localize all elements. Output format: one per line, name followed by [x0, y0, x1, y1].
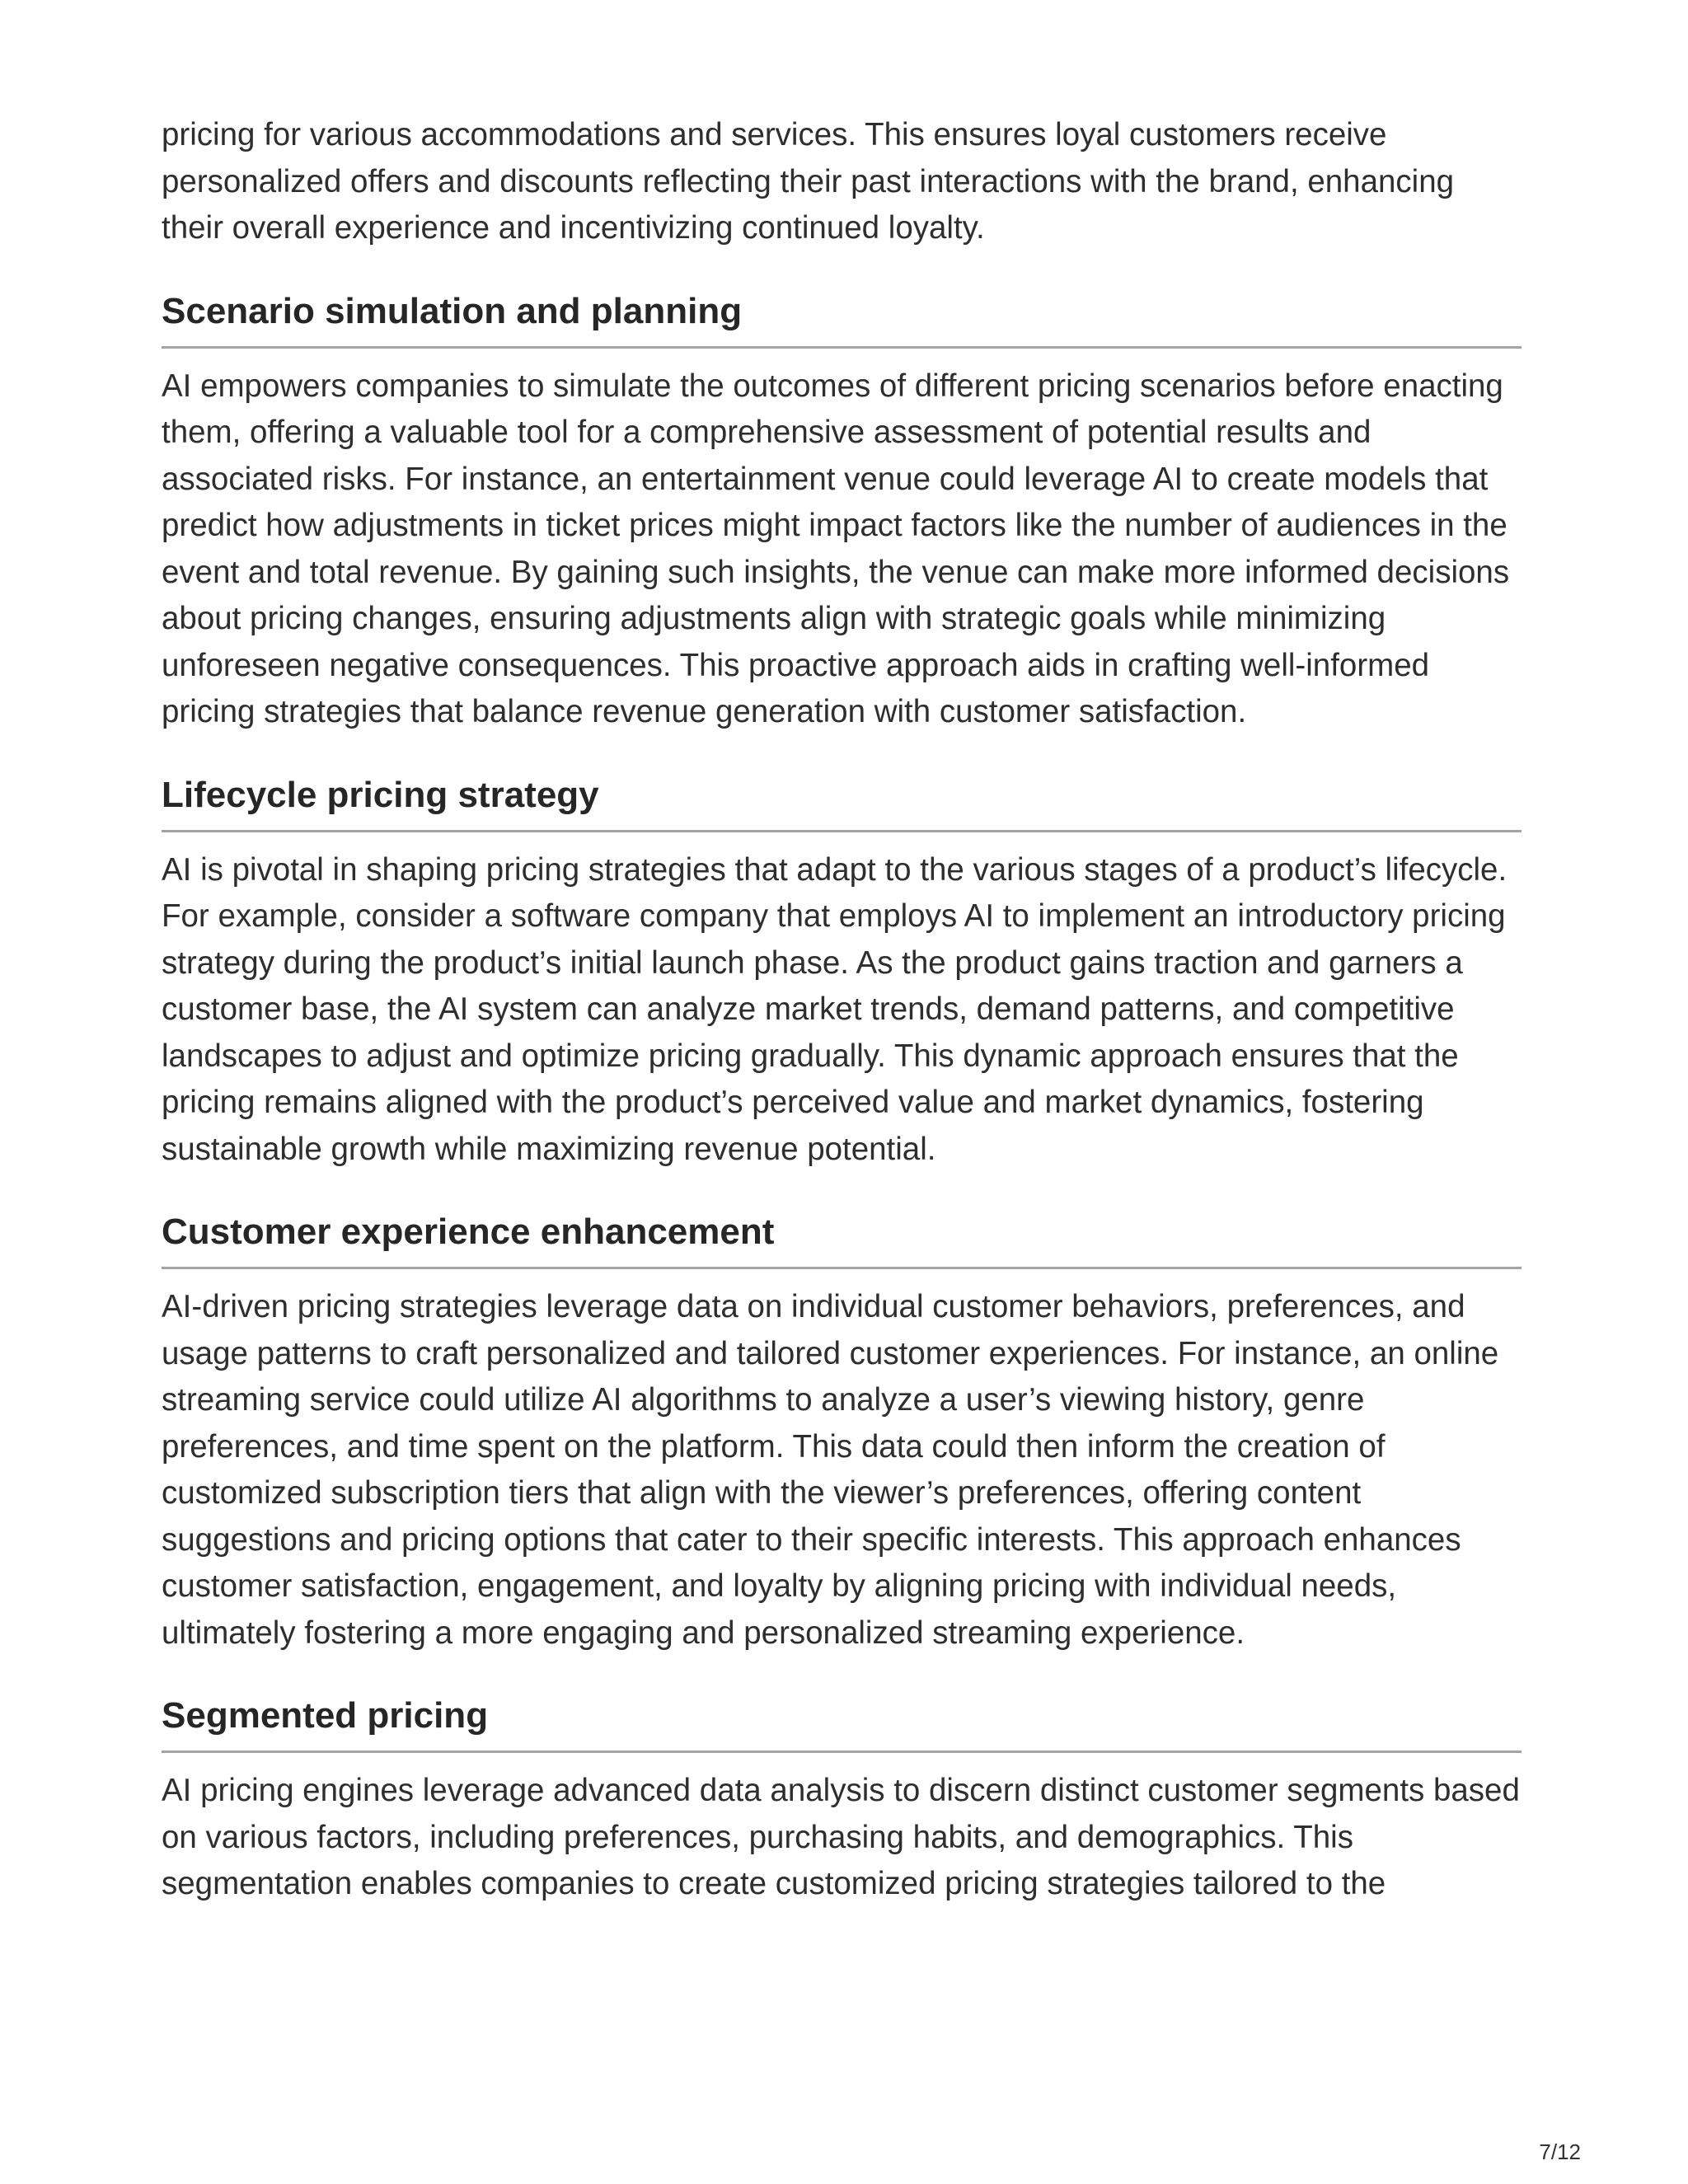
- document-content: [162, 112, 1522, 1908]
- section-scenario-simulation: [162, 288, 1522, 736]
- page-number: 7/12: [1539, 2139, 1581, 2164]
- section-heading: Lifecycle pricing strategy: [162, 774, 599, 815]
- section-paragraph: AI empowers companies to simulate the outcomes of different pricing scenarios before enacting them, offering a valuable tool for a comprehensive assessment of potential results and associated risks. For instance, an entertainment venue could leverage AI to create models that predict how adjustments in ticket prices might impact factors like the number of audiences in the event and total revenue. By gaining such insights, the venue can make more informed decisions about pricing changes, ensuring adjustments align with strategic goals while minimizing unforeseen negative consequences. This proactive approach aids in crafting well-informed pricing strategies that balance revenue generation with customer satisfaction.: [162, 368, 1510, 729]
- section-heading: Scenario simulation and planning: [162, 290, 743, 331]
- section-lifecycle-pricing: [162, 772, 1522, 1174]
- section-paragraph: AI is pivotal in shaping pricing strategies that adapt to the various stages of a product’s lifecycle. For example, consider a software company that employs AI to implement an introductory pricing strategy during the product’s initial launch phase. As the product gains traction and garners a customer base, the AI system can analyze market trends, demand patterns, and competitive landscapes to adjust and optimize pricing gradually. This dynamic approach ensures that the pricing remains aligned with the product’s perceived value and market dynamics, fostering sustainable growth while maximizing revenue potential.: [162, 851, 1507, 1167]
- section-heading-rule: [162, 772, 1522, 832]
- section-heading-rule: [162, 288, 1522, 349]
- section-heading: Segmented pricing: [162, 1695, 489, 1736]
- section-segmented-pricing: [162, 1693, 1522, 1908]
- intro-paragraph: pricing for various accommodations and services. This ensures loyal customers receive personalized offers and discounts reflecting their past interactions with the brand, enhancing their overall experience and incentivizing continued loyalty.: [162, 117, 1455, 246]
- section-paragraph: AI pricing engines leverage advanced data analysis to discern distinct customer segments based on various factors, including preferences, purchasing habits, and demographics. This segmentation enables companies to create customized pricing strategies tailored to the: [162, 1773, 1520, 1901]
- section-heading: Customer experience enhancement: [162, 1212, 775, 1252]
- section-paragraph: AI-driven pricing strategies leverage data on individual customer behaviors, preferences, and usage patterns to craft personalized and tailored customer experiences. For instance, an online streaming service could utilize AI algorithms to analyze a user’s viewing history, genre preferences, and time spent on the platform. This data could then inform the creation of customized subscription tiers that align with the viewer’s preferences, offering content suggestions and pricing options that cater to their specific interests. This approach enhances customer satisfaction, engagement, and loyalty by aligning pricing with individual needs, ultimately fostering a more engaging and personalized streaming experience.: [162, 1289, 1499, 1651]
- section-heading-rule: [162, 1693, 1522, 1753]
- section-heading-rule: [162, 1209, 1522, 1269]
- section-customer-experience: [162, 1209, 1522, 1657]
